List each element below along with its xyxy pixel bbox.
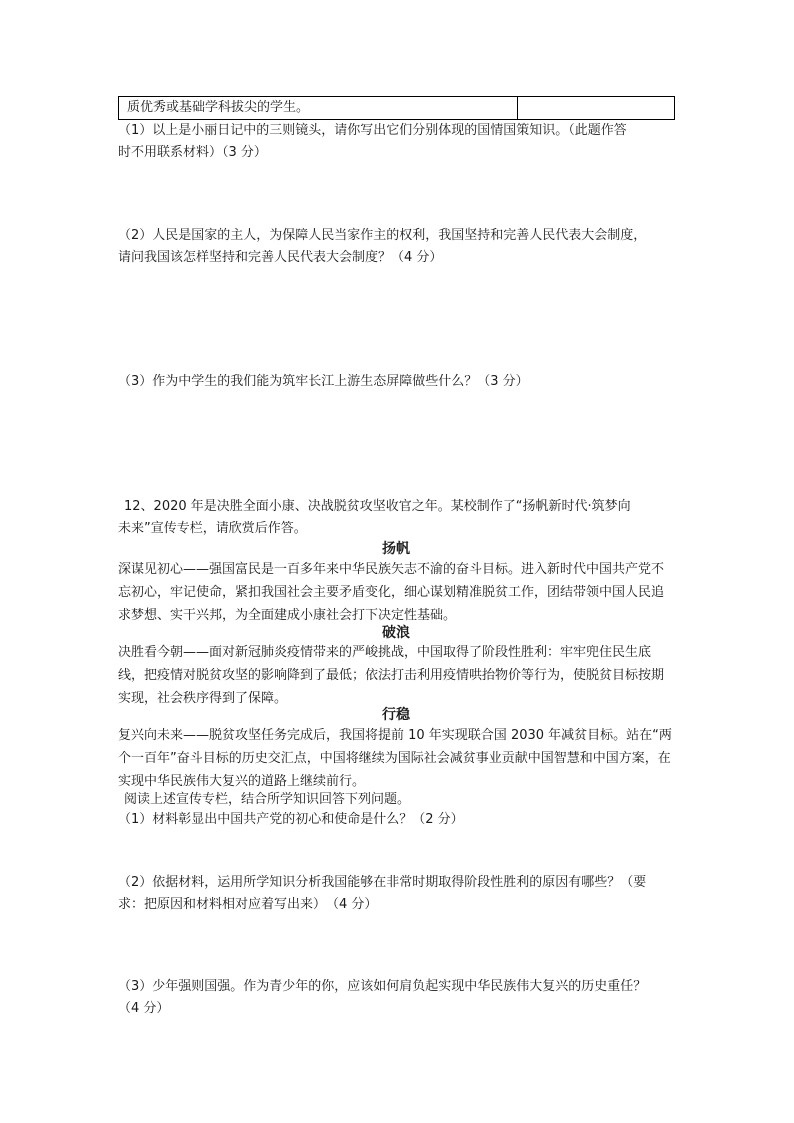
q12-intro-line1: 12、2020 年是决胜全面小康、决战脱贫攻坚收官之年。某校制作了“扬帆新时代·筑梦向 <box>124 499 631 514</box>
q12-sub1: （1）材料彰显出中国共产党的初心和使命是什么？（2 分） <box>118 812 464 827</box>
q11-sub2-line2: 请问我国该怎样坚持和完善人民代表大会制度？（4 分） <box>118 250 443 265</box>
q12-intro-line2: 未来”宣传专栏，请欣赏后作答。 <box>118 521 307 536</box>
q12-sub3-line1: （3）少年强则国强。作为青少年的你，应该如何肩负起实现中华民族伟大复兴的历史重任？ <box>118 979 647 994</box>
section-body-yangfan: 深谋见初心——强国富民是一百多年来中华民族矢志不渝的奋斗目标。进入新时代中国共产党不忘初心，牢记使命，紧扣我国社会主要矛盾变化，细心谋划精准脱贫工作，团结带领中国人民追求梦想、实干兴邦，为全面建成小康社会打下决定性基础。 <box>118 562 665 623</box>
table-cell-blank <box>518 97 675 120</box>
table-row <box>119 97 675 120</box>
answer-table <box>118 96 675 120</box>
q12-prompt: 阅读上述宣传专栏，结合所学知识回答下列问题。 <box>124 792 411 807</box>
section-heading-xingwen: 行稳 <box>382 707 410 723</box>
section-heading-polang: 破浪 <box>382 625 410 641</box>
q11-sub2-line1: （2）人民是国家的主人，为保障人民当家作主的权利，我国坚持和完善人民代表大会制度， <box>118 228 647 243</box>
q11-sub1-line2: 时不用联系材料）（3 分） <box>118 145 267 160</box>
q11-sub1-line1: （1）以上是小丽日记中的三则镜头，请你写出它们分别体现的国情国策知识。（此题作答 <box>118 123 627 138</box>
q12-sub3-line2: （4 分） <box>118 1001 170 1016</box>
q12-sub2-line2: 求：把原因和材料相对应着写出来） （4 分） <box>118 897 378 912</box>
section-heading-yangfan: 扬帆 <box>382 541 410 557</box>
q12-sub2-line1: （2）依据材料，运用所学知识分析我国能够在非常时期取得阶段性胜利的原因有哪些？（要 <box>118 875 647 890</box>
table-cell-text: 质优秀或基础学科拔尖的学生。 <box>119 97 518 120</box>
section-body-polang: 决胜看今朝——面对新冠肺炎疫情带来的严峻挑战，中国取得了阶段性胜利：牢牢兜住民生底线，把疫情对脱贫攻坚的影响降到了最低；依法打击利用疫情哄抬物价等行为，使脱贫目标按期实现，社会秩序得到了保障。 <box>118 645 665 706</box>
q11-sub3: （3）作为中学生的我们能为筑牢长江上游生态屏障做些什么？（3 分） <box>118 374 529 389</box>
section-body-xingwen: 复兴向未来——脱贫攻坚任务完成后，我国将提前 10 年实现联合国 2030 年减贫目标。站在“两个一百年”奋斗目标的历史交汇点，中国将继续为国际社会减贫事业贡献中国智慧和中国方案，在实现中华民族伟大复兴的道路上继续前行。 <box>118 728 672 789</box>
